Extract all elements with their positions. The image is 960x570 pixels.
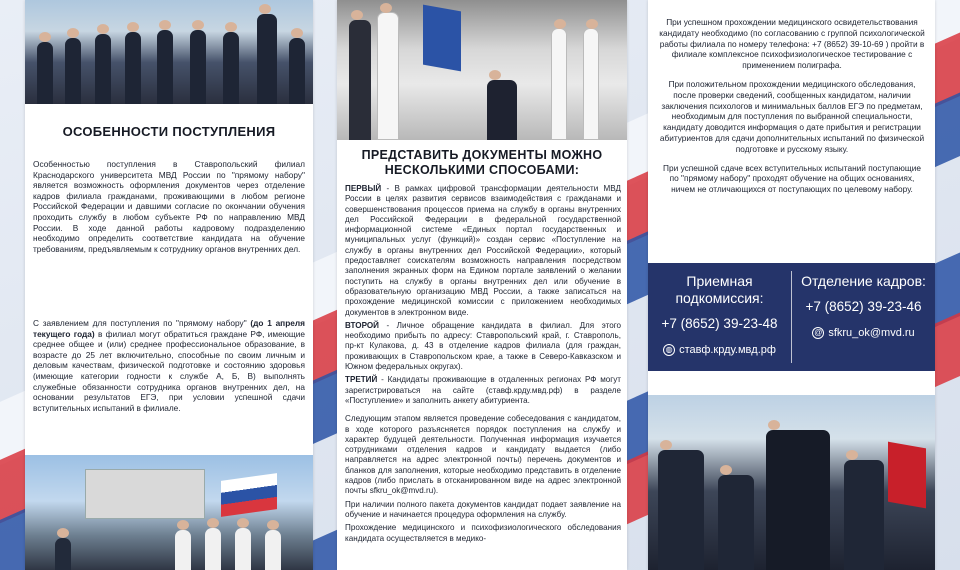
website-link[interactable]: [648, 344, 791, 356]
paragraph-features: Особенностью поступления в Ставропольский филиал Краснодарского университета МВД России по "прямому набору" является возможность оформления документов через отделение кадров филиала гражданами, проживающими в любом регионе Российской Федерации и давшими согласие по окончании обучения проходить службу в любом субъекте РФ по направлению МВД России. В ходе данной работы кадровому подразделению необходимо определить соответствие кандидата на обучение требованиям, предъявляемым к сотруднику органов внутренних дел.: [33, 159, 305, 254]
building: [85, 469, 205, 519]
officer-figure: [349, 20, 371, 140]
paragraph-exams: При успешной сдаче всех вступительных испытаний поступающие по "прямому набору" проходят обучение на общих основаниях, ничем не отличающихся от поступающих по целевому набору.: [663, 162, 921, 195]
cadet-figure: [265, 530, 281, 570]
cadet-figure: [125, 32, 141, 104]
red-folder: [888, 442, 926, 509]
cadet-figure: [766, 430, 830, 570]
banner-flag: [423, 5, 461, 72]
personnel-phone[interactable]: +7 (8652) 39-23-46: [805, 299, 922, 314]
column-submission-methods: [337, 0, 627, 570]
section-title: ПРЕДСТАВИТЬ ДОКУМЕНТЫ МОЖНО НЕСКОЛЬКИМИ СПОСОБАМИ:: [361, 148, 603, 177]
email-link[interactable]: [792, 327, 935, 339]
cadet-figure: [157, 30, 173, 104]
cadet-figure: [377, 12, 399, 140]
mail-icon: @: [814, 328, 823, 337]
personnel-title: Отделение кадров:: [801, 273, 926, 289]
method-second: [345, 321, 621, 372]
cadet-figure: [289, 38, 305, 104]
admissions-phone[interactable]: +7 (8652) 39-23-48: [661, 316, 778, 331]
cadet-figure: [223, 32, 239, 104]
paragraph-application: При наличии полного пакета документов кандидат подает заявление на обучение и начинается процедура оформления на службу.: [345, 499, 621, 519]
method-third: [345, 375, 621, 406]
paragraph-medical-result: При положительном прохождении медицинского обследования, после проверки сведений, сообщенных кандидатом, наличии заключения психологов и минимальных баллов ЕГЭ по предметам, необходимым для поступления по выбранной специальности, кандидату доводится информация о дате прибытия и регистрации абитуриентов для сдачи дополнительных испытаний по физической подготовке и русскому языку.: [659, 78, 925, 154]
admissions-title: Приемная подкомиссия:: [675, 273, 764, 306]
section-title: ОСОБЕННОСТИ ПОСТУПЛЕНИЯ: [62, 124, 276, 139]
officer-figure: [658, 450, 704, 570]
website-text: ставф.крду.мвд.рф: [679, 344, 776, 356]
text: С заявлением для поступления по "прямому набору": [33, 318, 251, 328]
method-label: ТРЕТИЙ: [345, 375, 378, 385]
paragraph-interview: Следующим этапом является проведение собеседования с кандидатом, в ходе которого разъясняется порядок поступления на службу и характер будущей деятельности. Полученная информация изучается сотрудниками отделения кадров и кандидату выдается (либо направляется на адрес электронной почты) перечень документов и бланков для заполнения, которые необходимо представить в отделение кадров (либо прислать в отсканированном виде на адрес электронной почты sfkru_ok@mvd.ru).: [345, 414, 621, 496]
email-text: sfkru_ok@mvd.ru: [828, 327, 915, 339]
officer-figure: [257, 14, 277, 104]
officer-figure: [718, 475, 754, 570]
text: - Личное обращение кандидата в филиал. Для этого необходимо прибыть по адресу: Ставропольский край, г. Ставрополь, пр-кт Кулакова, д. 43 в отделение кадров филиала (для граждан, проживающих в Ставропольском крае, а также в Северо-Кавказском и Южном федеральных округах).: [345, 320, 621, 372]
cadet-figure: [175, 530, 191, 570]
personnel-contact: [792, 273, 935, 339]
russian-flag: [221, 473, 277, 517]
cadet-figure: [95, 34, 111, 104]
cadet-figure: [235, 528, 251, 570]
photo-campus-ceremony: [25, 455, 313, 570]
paragraph-block: [658, 17, 926, 203]
photo-cadets-parade: [25, 0, 313, 104]
cadet-figure: [55, 538, 71, 570]
kneeling-cadet-figure: [487, 80, 517, 140]
method-label: ВТОРОЙ: [345, 320, 379, 330]
photo-oath-ceremony: [337, 0, 627, 140]
deadline-text: (до 1 апреля текущего года): [33, 318, 305, 339]
text: в филиал могут обратиться граждане РФ, имеющие среднее общее и (или) среднее профессиональное образование, в возрасте до 25 лет включительно, способные по своим личным и деловым качествам, физической подготовке и состоянию здоровья (имеющие категории годности к службе А, Б, В) выполнять служебные обязанности сотрудника органов внутренних дел, на основании результатов ЕГЭ, при условии успешной сдачи вступительных испытаний в филиале.: [33, 328, 305, 413]
method-label: ПЕРВЫЙ: [345, 184, 382, 193]
globe-icon: ◍: [663, 344, 675, 356]
method-first: [345, 184, 621, 318]
cadet-figure: [37, 42, 53, 104]
cadet-figure: [583, 28, 599, 140]
officer-figure: [844, 460, 884, 570]
text: - Кандидаты проживающие в отдаленных регионах РФ могут зарегистрироваться на сайте (ставф.крду.мвд.рф) в разделе «Поступление» и заполнить анкету абитуриента.: [345, 375, 621, 405]
paragraph-medical: Прохождение медицинского и психофизиологического обследования кандидата осуществляется в медико-: [345, 523, 621, 543]
paragraph-direct-recruitment: [33, 318, 305, 413]
cadet-figure: [551, 28, 567, 140]
cadet-figure: [65, 38, 81, 104]
paragraph-polygraph: При успешном прохождении медицинского освидетельствования кандидату необходимо (по согласованию с группой психологической работы филиала по номеру телефона: +7 (8652) 39-10-69 ) пройти в филиале комплексное психофизиологическое тестирование с применением полиграфа.: [659, 17, 925, 71]
cadet-figure: [205, 528, 221, 570]
admissions-contact: [648, 273, 791, 356]
cadet-figure: [190, 30, 206, 104]
photo-oath-officers: [648, 395, 935, 570]
paragraph-methods: [345, 184, 621, 547]
column-admission-features: [25, 0, 313, 570]
text: - В рамках цифровой трансформации деятельности МВД России в целях развития сервисов взаимодействия с гражданами и совершенствования процессов приема на службу в органы внутренних дел Российской Федерации в федеральной государственной информационной системе «Единых портал государственных и муниципальных услуг (функций)» создан сервис «Поступление на службу в органы внутренних дел Российской Федерации», который предоставляет соискателям возможность направления посредством заполнения экранных форм на Едином портале заявлений о желании поступить на службу в органы внутренних дел или обучение в образовательную организацию МВД России, а также записаться на прохождение медицинской комиссии с приложением необходимых документов в электронном виде.: [345, 184, 621, 317]
contact-box: [648, 263, 935, 371]
